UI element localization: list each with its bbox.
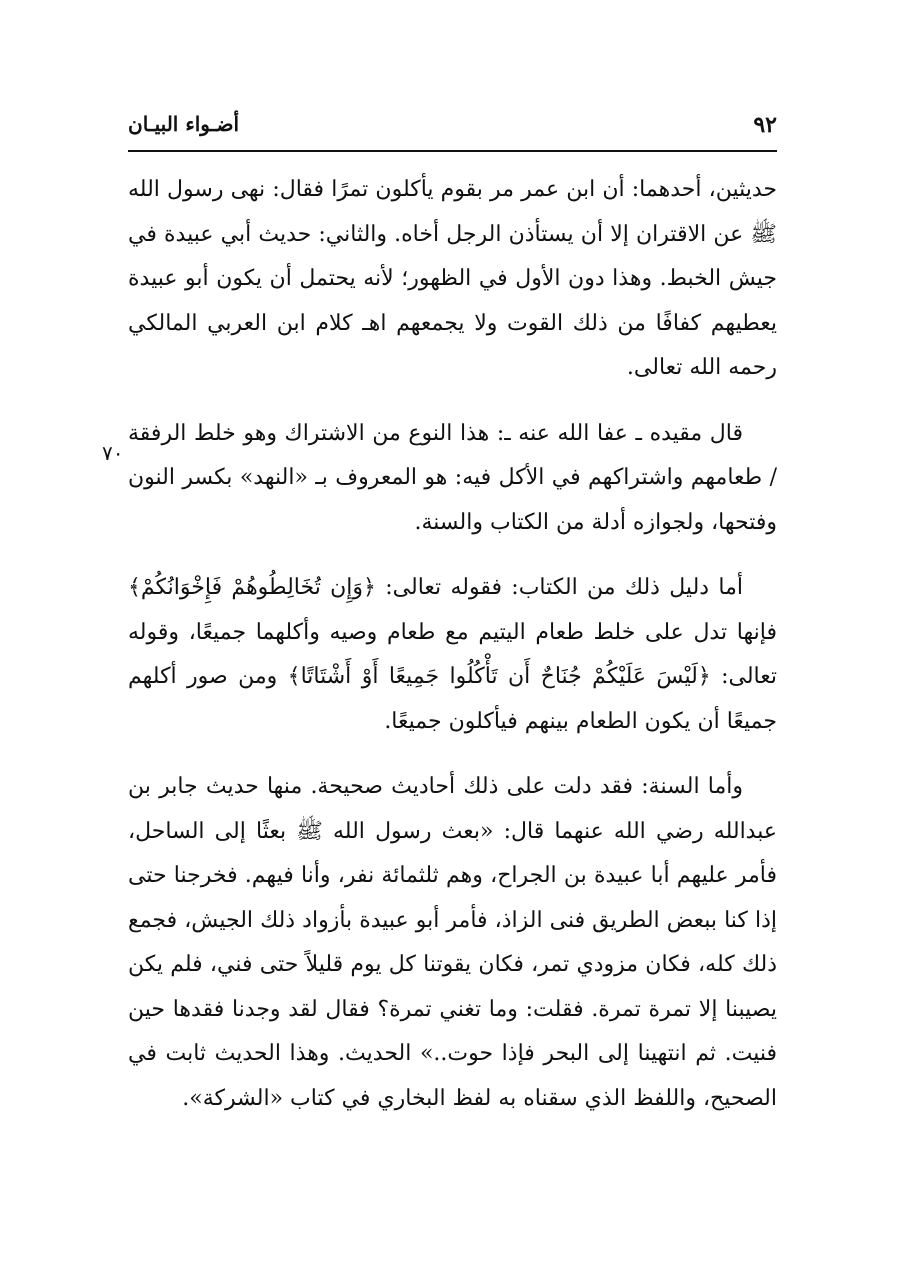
paragraph-hadith-comparison: حديثين، أحدهما: أن ابن عمر مر بقوم يأكلون تمرًا فقال: نهى رسول الله ﷺ عن الاقتران إلا أن يستأذن الرجل أخاه. والثاني: حديث أبي عبيدة في جيش الخبط. وهذا دون الأول في الظهور؛ لأنه يحتمل أن يكون أبو عبيدة يعطيهم كفافًا من ذلك القوت ولا يجمعهم اهـ كلام ابن العربي المالكي رحمه الله تعالى. bbox=[128, 177, 777, 380]
page-body bbox=[128, 168, 777, 1142]
paragraph-sunnah-evidence: وأما السنة: فقد دلت على ذلك أحاديث صحيحة. منها حديث جابر بن عبدالله رضي الله عنهما قال: «بعث رسول الله ﷺ بعثًا إلى الساحل، فأمر عليهم أبا عبيدة بن الجراح، وهم ثلثمائة نفر، وأنا فيهم. فخرجنا حتى إذا كنا ببعض الطريق فنى الزاذ، فأمر أبو عبيدة بأزواد ذلك الجيش، فجمع ذلك كله، فكان مزودي تمر، فكان يقوتنا كل يوم قليلاً حتى فني، فلم يكن يصيبنا إلا تمرة تمرة. فقلت: وما تغني تمرة؟ فقال لقد وجدنا فقدها حين فنيت. ثم انتهينا إلى البحر فإذا حوت..» الحديث. وهذا الحديث ثابت في الصحيح، واللفظ الذي سقناه به لفظ البخاري في كتاب «الشركة». bbox=[128, 774, 777, 1111]
running-title: أضـواء البيـان bbox=[128, 112, 240, 136]
header-rule bbox=[128, 150, 777, 152]
paragraph-nahd-definition: قال مقيده ـ عفا الله عنه ـ: هذا النوع من الاشتراك وهو خلط الرفقة / طعامهم واشتراكهم في الأكل فيه: هو المعروف بـ «النهد» بكسر النون وفتحها، ولجوازه أدلة من الكتاب والسنة. bbox=[128, 420, 777, 535]
margin-page-reference: ٧٠ bbox=[102, 441, 124, 465]
paragraph-quran-evidence: أما دليل ذلك من الكتاب: فقوله تعالى: ﴿وَإِن تُخَالِطُوهُمْ فَإِخْوَانُكُمْ﴾ فإنها تدل على خلط طعام اليتيم مع طعام وصيه وأكلهما جميعًا، وقوله تعالى: ﴿لَيْسَ عَلَيْكُمْ جُنَاحٌ أَن تَأْكُلُوا جَمِيعًا أَوْ أَشْتَاتًا﴾ ومن صور أكلهم جميعًا أن يكون الطعام بينهم فيأكلون جميعًا. bbox=[128, 575, 777, 734]
page-number: ٩٢ bbox=[753, 112, 777, 138]
page-header bbox=[128, 112, 777, 146]
